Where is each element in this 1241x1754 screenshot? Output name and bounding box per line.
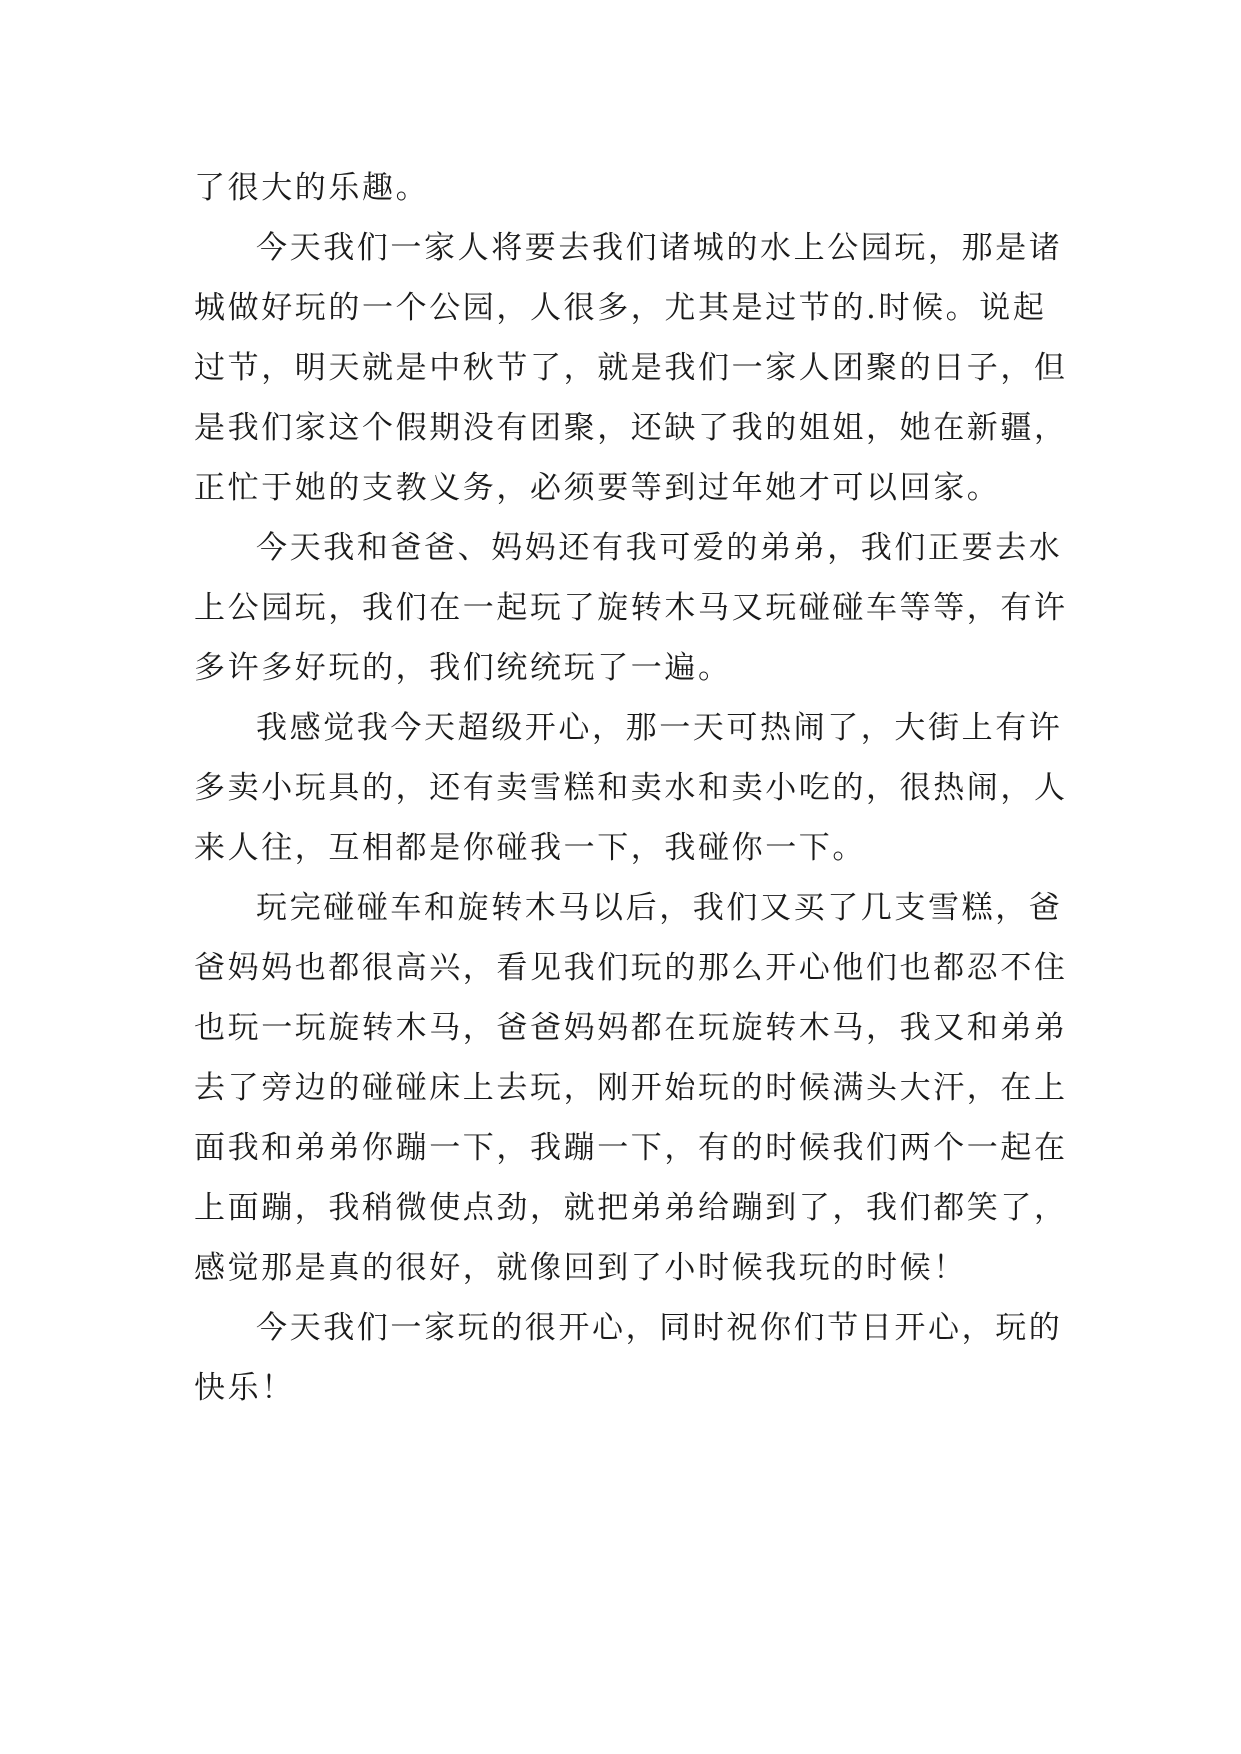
text-line: 上公园玩，我们在一起玩了旋转木马又玩碰碰车等等，有许 bbox=[194, 590, 1068, 626]
text-line: 快乐！ bbox=[194, 1370, 295, 1406]
text-line: 来人往，互相都是你碰我一下，我碰你一下。 bbox=[194, 830, 866, 866]
text-line: 正忙于她的支教义务，必须要等到过年她才可以回家。 bbox=[194, 470, 1001, 506]
paragraph-first-line: 今天我们一家人将要去我们诸城的水上公园玩，那是诸 bbox=[256, 230, 1063, 266]
paragraph-first-line: 今天我们一家玩的很开心，同时祝你们节日开心，玩的 bbox=[256, 1310, 1063, 1346]
paragraph-first-line: 今天我和爸爸、妈妈还有我可爱的弟弟，我们正要去水 bbox=[256, 530, 1063, 566]
essay-body bbox=[194, 158, 1068, 1418]
text-line: 多卖小玩具的，还有卖雪糕和卖水和卖小吃的，很热闹，人 bbox=[194, 770, 1068, 806]
text-line: 上面蹦，我稍微使点劲，就把弟弟给蹦到了，我们都笑了， bbox=[194, 1190, 1068, 1226]
text-line: 多许多好玩的，我们统统玩了一遍。 bbox=[194, 650, 732, 686]
text-line: 也玩一玩旋转木马，爸爸妈妈都在玩旋转木马，我又和弟弟 bbox=[194, 1010, 1068, 1046]
text-line: 了很大的乐趣。 bbox=[194, 170, 430, 206]
text-line: 面我和弟弟你蹦一下，我蹦一下，有的时候我们两个一起在 bbox=[194, 1130, 1068, 1166]
text-line: 去了旁边的碰碰床上去玩，刚开始玩的时候满头大汗，在上 bbox=[194, 1070, 1068, 1106]
text-line: 城做好玩的一个公园，人很多，尤其是过节的.时候。说起 bbox=[194, 290, 1047, 326]
paragraph-first-line: 我感觉我今天超级开心，那一天可热闹了，大街上有许 bbox=[256, 710, 1063, 746]
paragraph-first-line: 玩完碰碰车和旋转木马以后，我们又买了几支雪糕，爸 bbox=[256, 890, 1063, 926]
text-line: 是我们家这个假期没有团聚，还缺了我的姐姐，她在新疆， bbox=[194, 410, 1068, 446]
text-line: 过节，明天就是中秋节了，就是我们一家人团聚的日子，但 bbox=[194, 350, 1068, 386]
text-line: 爸妈妈也都很高兴，看见我们玩的那么开心他们也都忍不住 bbox=[194, 950, 1068, 986]
text-line: 感觉那是真的很好，就像回到了小时候我玩的时候！ bbox=[194, 1250, 967, 1286]
